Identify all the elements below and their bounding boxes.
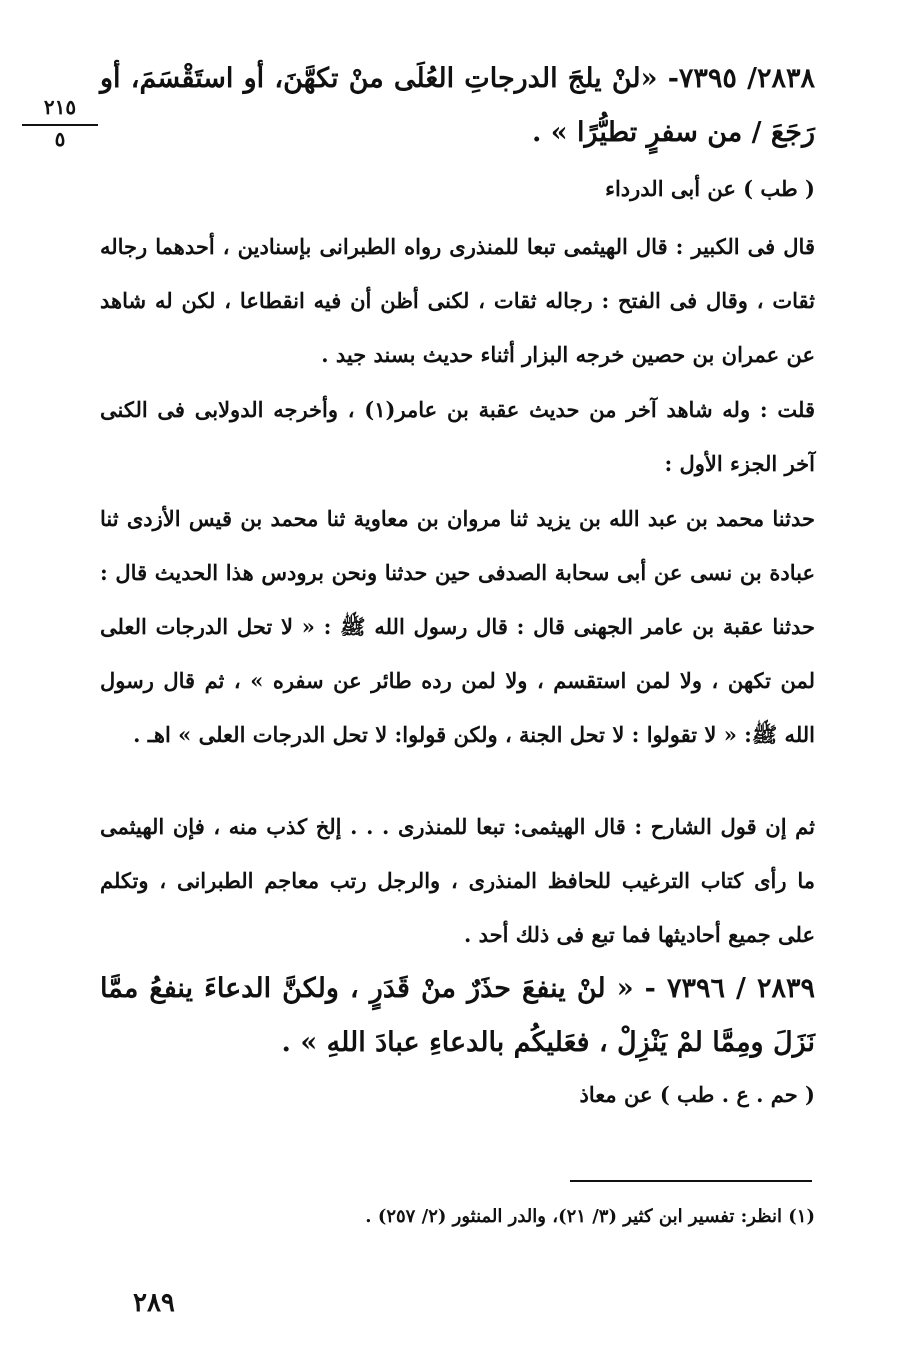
footnote-separator [570, 1180, 812, 1182]
hadith-2838-source: ( طب ) عن أبى الدرداء [605, 176, 815, 201]
margin-reference-part: ٥ [54, 127, 66, 151]
footnote: (١) انظر: تفسير ابن كثير (٣/ ٢١)، والدر المنثور (٢/ ٢٥٧) . [365, 1206, 815, 1227]
hadith-2839: ٢٨٣٩ / ٧٣٩٦ - « لنْ ينفعَ حذَرٌ منْ قَدَرٍ ، ولكنَّ الدعاءَ ينفعُ ممَّا نَزَلَ ومِمَّا لمْ يَنْزِلْ ، فعَليكُم بالدعاءِ عبادَ اللهِ » . [100, 973, 815, 1058]
commentary-qultu: قلت : وله شاهد آخر من حديث عقبة بن عامر(١) ، وأخرجه الدولابى فى الكنى آخر الجزء الأول : [100, 397, 815, 476]
margin-reference-volume: ٢١٥ [22, 92, 98, 126]
margin-reference [22, 92, 98, 152]
hadith-2839-source: ( حم . ع . طب ) عن معاذ [579, 1082, 815, 1107]
page-number: ٢٨٩ [133, 1288, 175, 1318]
commentary-sharih: ثم إن قول الشارح : قال الهيثمى: تبعا للمنذرى . . . إلخ كذب منه ، فإن الهيثمى ما رأى كتاب الترغيب للحافظ المنذرى ، والرجل رتب معاجم الطبرانى ، وتكلم على جميع أحاديثها فما تبع فى ذلك أحد . [100, 814, 815, 947]
isnad-dulabi: حدثنا محمد بن عبد الله بن يزيد ثنا مروان بن معاوية ثنا محمد بن قيس الأزدى ثنا عبادة بن نسى عن أبى سحابة الصدفى حين حدثنا ونحن برودس هذا الحديث قال : حدثنا عقبة بن عامر الجهنى قال : قال رسول الله ﷺ : « لا تحل الدرجات العلى لمن تكهن ، ولا لمن استقسم ، ولا لمن رده طائر عن سفره » ، ثم قال رسول الله ﷺ: « لا تقولوا : لا تحل الجنة ، ولكن قولوا: لا تحل الدرجات العلى » اهـ . [100, 506, 815, 747]
commentary-kabir: قال فى الكبير : قال الهيثمى تبعا للمنذرى رواه الطبرانى بإسنادين ، أحدهما رجاله ثقات ، وقال فى الفتح : رجاله ثقات ، لكنى أظن أن فيه انقطاعا ، لكن له شاهد عن عمران بن حصين خرجه البزار أثناء حديث بسند جيد . [100, 234, 815, 367]
hadith-2838: ٢٨٣٨/ ٧٣٩٥- «لنْ يلجَ الدرجاتِ العُلَى منْ تكهَّنَ، أو استَقْسَمَ، أو رَجَعَ / من سفرٍ تطيُّرًا » . [100, 63, 815, 148]
